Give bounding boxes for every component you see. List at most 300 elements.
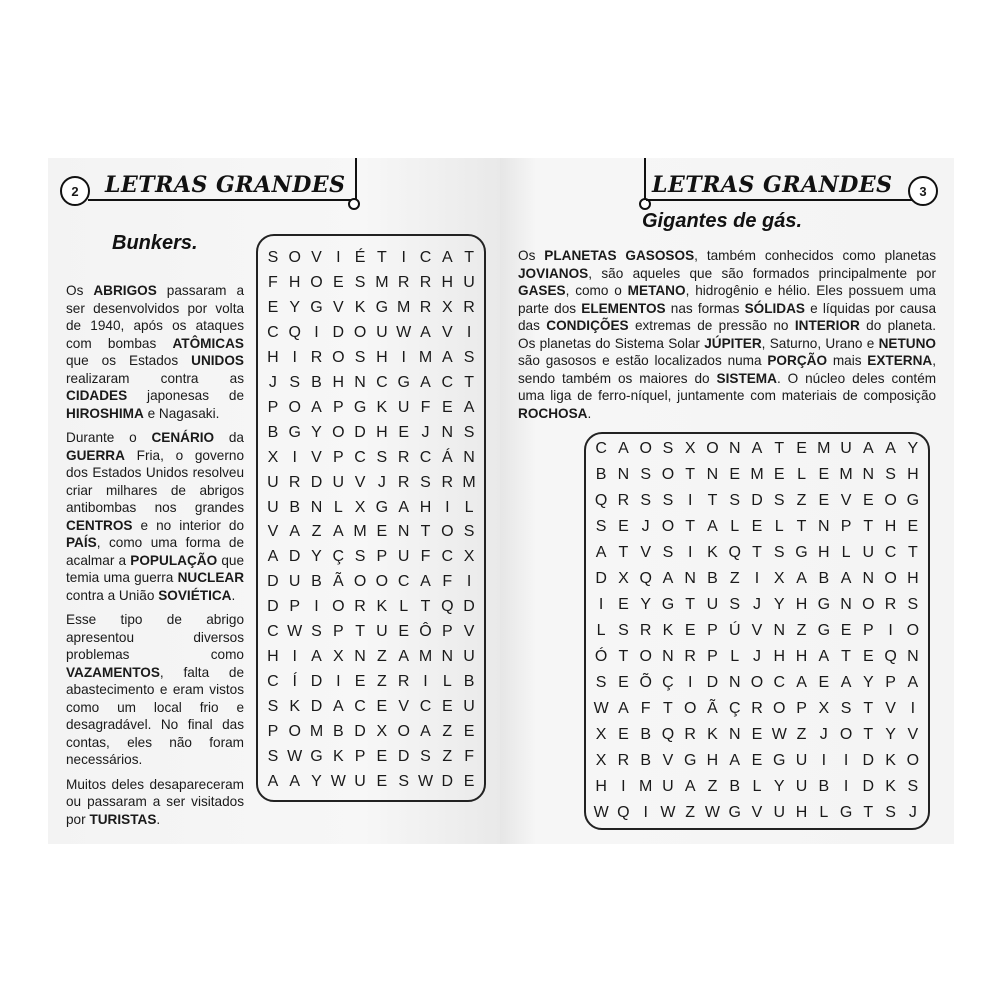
grid-letter: I <box>314 598 319 616</box>
grid-letter: K <box>662 622 674 639</box>
grid-letter: Á <box>441 448 453 466</box>
grid-letter: O <box>906 752 920 769</box>
grid-letter: B <box>311 573 322 591</box>
grid-letter: Z <box>442 747 453 765</box>
grid-letter: E <box>751 752 763 769</box>
grid-letter: H <box>332 373 345 391</box>
grid-letter: U <box>332 473 345 491</box>
grid-letter: I <box>292 349 297 367</box>
grid-letter: B <box>267 423 279 441</box>
grid-letter: A <box>398 647 410 665</box>
grid-letter: Z <box>311 523 322 541</box>
word-search-grid-left <box>262 246 480 794</box>
grid-letter: S <box>640 466 651 483</box>
grid-letter: E <box>376 772 388 790</box>
grid-letter: T <box>774 440 785 457</box>
grid-letter: D <box>267 573 279 591</box>
grid-letter: A <box>289 772 301 790</box>
grid-letter: R <box>397 274 410 292</box>
grid-letter: S <box>463 523 475 541</box>
grid-letter: W <box>704 804 721 821</box>
grid-letter: K <box>354 299 366 317</box>
grid-letter: G <box>375 498 389 516</box>
header-rule-right <box>646 199 914 201</box>
grid-letter: O <box>884 492 897 509</box>
grid-letter: L <box>730 648 740 665</box>
grid-letter: S <box>463 423 475 441</box>
grid-letter: E <box>907 518 919 535</box>
grid-letter: E <box>463 772 475 790</box>
grid-letter: T <box>355 623 365 641</box>
grid-letter: P <box>332 448 344 466</box>
grid-letter: C <box>441 373 454 391</box>
grid-letter: I <box>754 570 760 587</box>
grid-letter: S <box>354 349 366 367</box>
grid-letter: S <box>267 747 279 765</box>
grid-letter: N <box>441 423 454 441</box>
grid-letter: D <box>595 570 607 587</box>
grid-letter: I <box>888 622 893 639</box>
grid-letter: V <box>885 700 896 717</box>
grid-letter: O <box>441 523 454 541</box>
grid-letter: Q <box>639 570 652 587</box>
grid-letter: D <box>463 598 475 616</box>
grid-letter: S <box>398 772 410 790</box>
grid-letter: M <box>639 778 653 795</box>
grid-letter: H <box>795 648 808 665</box>
grid-letter: A <box>332 697 344 715</box>
grid-letter: R <box>419 299 432 317</box>
page-number-right: 3 <box>908 176 938 206</box>
grid-letter: X <box>618 570 629 587</box>
grid-letter: I <box>821 752 827 769</box>
grid-letter: A <box>420 722 431 740</box>
grid-letter: Z <box>707 778 718 795</box>
grid-letter: T <box>841 648 851 665</box>
grid-letter: E <box>398 623 410 641</box>
grid-letter: G <box>683 752 697 769</box>
grid-letter: S <box>289 373 301 391</box>
grid-letter: I <box>687 492 693 509</box>
grid-letter: Q <box>884 648 897 665</box>
grid-letter: S <box>420 747 431 765</box>
grid-letter: N <box>397 523 410 541</box>
grid-letter: G <box>661 596 675 613</box>
grid-letter: Ç <box>332 548 345 566</box>
grid-letter: I <box>445 498 450 516</box>
grid-letter: A <box>840 570 852 587</box>
grid-letter: V <box>751 804 763 821</box>
grid-letter: M <box>397 299 411 317</box>
grid-letter: S <box>463 349 475 367</box>
grid-letter: K <box>289 697 301 715</box>
grid-letter: F <box>640 700 651 717</box>
grid-letter: U <box>267 473 279 491</box>
grid-letter: I <box>292 647 297 665</box>
grid-letter: S <box>773 544 785 561</box>
grid-letter: T <box>420 523 431 541</box>
grid-letter: I <box>423 672 428 690</box>
grid-letter: U <box>795 752 808 769</box>
grid-letter: G <box>817 596 831 613</box>
grid-letter: A <box>398 498 410 516</box>
grid-letter: M <box>375 274 389 292</box>
grid-letter: S <box>595 674 607 691</box>
grid-letter: B <box>640 752 651 769</box>
grid-letter: H <box>267 349 279 367</box>
grid-letter: E <box>441 697 453 715</box>
grid-letter: D <box>354 722 366 740</box>
grid-letter: Õ <box>639 674 652 691</box>
header-ring-left <box>348 198 360 210</box>
grid-letter: L <box>596 622 606 639</box>
grid-letter: G <box>397 373 410 391</box>
right-article <box>518 247 936 422</box>
grid-letter: U <box>288 573 301 591</box>
grid-letter: O <box>773 700 786 717</box>
grid-letter: G <box>310 299 323 317</box>
grid-letter: C <box>376 373 388 391</box>
grid-letter: G <box>310 747 323 765</box>
grid-letter: C <box>354 448 366 466</box>
header-title-right: LETRAS GRANDES <box>652 172 893 198</box>
grid-letter: T <box>907 544 918 561</box>
header-divider-left <box>355 158 357 200</box>
grid-letter: H <box>267 647 279 665</box>
grid-letter: J <box>377 473 386 491</box>
grid-letter: T <box>464 249 474 267</box>
grid-letter: U <box>463 697 475 715</box>
grid-letter: B <box>729 778 741 795</box>
grid-letter: V <box>332 299 344 317</box>
grid-letter: V <box>354 473 366 491</box>
grid-letter: F <box>442 573 453 591</box>
left-paragraph: Muitos deles desapareceram ou passaram a ser visitados por TURISTAS. <box>66 776 245 827</box>
grid-letter: S <box>729 492 741 509</box>
grid-letter: N <box>862 466 875 483</box>
grid-letter: U <box>706 596 719 613</box>
grid-letter: Z <box>796 492 807 509</box>
grid-letter: H <box>441 274 454 292</box>
grid-letter: H <box>419 498 432 516</box>
grid-letter: C <box>267 623 279 641</box>
grid-letter: M <box>418 647 433 665</box>
grid-letter: I <box>401 349 406 367</box>
grid-letter: H <box>773 648 786 665</box>
grid-letter: U <box>862 544 875 561</box>
grid-letter: K <box>332 747 344 765</box>
grid-letter: H <box>884 518 897 535</box>
grid-letter: P <box>885 674 896 691</box>
grid-letter: E <box>773 466 785 483</box>
grid-letter: M <box>462 473 476 491</box>
grid-letter: M <box>309 722 324 740</box>
grid-letter: Q <box>661 726 675 743</box>
grid-letter: W <box>287 623 303 641</box>
grid-letter: S <box>662 544 674 561</box>
grid-letter: C <box>267 672 279 690</box>
grid-letter: T <box>863 700 874 717</box>
grid-letter: E <box>862 492 874 509</box>
grid-letter: E <box>729 466 741 483</box>
grid-letter: R <box>354 598 366 616</box>
grid-letter: M <box>353 523 367 541</box>
grid-letter: N <box>617 466 630 483</box>
grid-letter: E <box>684 622 696 639</box>
grid-letter: S <box>618 622 629 639</box>
grid-letter: D <box>310 697 323 715</box>
grid-letter: B <box>289 498 301 516</box>
grid-letter: A <box>618 700 629 717</box>
grid-letter: H <box>907 466 919 483</box>
grid-letter: U <box>397 398 410 416</box>
grid-letter: T <box>618 648 629 665</box>
grid-letter: Y <box>773 596 785 613</box>
grid-letter: S <box>267 249 279 267</box>
grid-letter: S <box>376 448 388 466</box>
grid-letter: X <box>595 752 607 769</box>
grid-letter: E <box>840 622 852 639</box>
grid-letter: D <box>441 772 454 790</box>
grid-letter: E <box>862 648 874 665</box>
grid-letter: R <box>751 700 763 717</box>
grid-letter: N <box>441 647 454 665</box>
grid-letter: T <box>685 466 696 483</box>
grid-letter: E <box>376 523 388 541</box>
grid-letter: R <box>684 726 696 743</box>
grid-letter: E <box>376 747 388 765</box>
grid-letter: P <box>267 398 279 416</box>
grid-letter: E <box>463 722 475 740</box>
grid-letter: N <box>684 570 696 587</box>
grid-letter: U <box>773 804 786 821</box>
grid-letter: G <box>728 804 741 821</box>
grid-letter: G <box>906 492 920 509</box>
grid-letter: I <box>621 778 626 795</box>
grid-letter: A <box>463 398 475 416</box>
grid-letter: X <box>463 548 475 566</box>
grid-letter: C <box>441 548 454 566</box>
grid-letter: E <box>376 697 388 715</box>
grid-letter: O <box>332 598 345 616</box>
grid-letter: Z <box>796 622 807 639</box>
grid-letter: T <box>863 726 874 743</box>
grid-letter: S <box>885 804 896 821</box>
grid-letter: A <box>684 778 696 795</box>
grid-letter: T <box>685 518 696 535</box>
grid-letter: A <box>420 324 431 342</box>
grid-letter: R <box>397 448 410 466</box>
grid-letter: U <box>397 548 410 566</box>
grid-letter: G <box>288 423 301 441</box>
grid-letter: R <box>288 473 301 491</box>
grid-letter: C <box>354 697 366 715</box>
grid-letter: R <box>419 274 432 292</box>
grid-letter: Z <box>729 570 740 587</box>
grid-letter: N <box>728 726 741 743</box>
grid-letter: K <box>885 778 896 795</box>
grid-letter: N <box>463 448 475 466</box>
grid-letter: A <box>796 570 807 587</box>
grid-letter: J <box>819 726 828 743</box>
grid-letter: X <box>441 299 453 317</box>
grid-letter: A <box>907 674 919 691</box>
grid-letter: S <box>267 697 279 715</box>
grid-letter: R <box>617 752 630 769</box>
grid-letter: T <box>863 518 874 535</box>
grid-letter: P <box>267 722 279 740</box>
grid-letter: O <box>683 700 697 717</box>
grid-letter: Ç <box>728 700 741 717</box>
grid-letter: Y <box>773 778 785 795</box>
grid-letter: A <box>420 573 431 591</box>
grid-letter: A <box>707 518 718 535</box>
grid-letter: H <box>376 423 388 441</box>
grid-letter: U <box>376 324 388 342</box>
grid-letter: Í <box>292 672 297 690</box>
grid-letter: T <box>796 518 807 535</box>
grid-letter: B <box>463 672 475 690</box>
grid-letter: Q <box>594 492 608 509</box>
grid-letter: E <box>818 674 830 691</box>
grid-letter: N <box>728 674 741 691</box>
grid-letter: A <box>818 648 830 665</box>
grid-letter: C <box>267 324 279 342</box>
grid-letter: D <box>862 778 875 795</box>
grid-letter: Q <box>288 324 301 342</box>
grid-letter: X <box>267 448 279 466</box>
grid-letter: Y <box>311 548 322 566</box>
grid-letter: I <box>843 752 849 769</box>
grid-letter: E <box>818 492 830 509</box>
grid-letter: O <box>353 324 367 342</box>
grid-letter: C <box>773 674 786 691</box>
grid-letter: D <box>288 548 301 566</box>
grid-letter: D <box>267 598 279 616</box>
grid-letter: F <box>420 398 431 416</box>
grid-letter: S <box>420 473 431 491</box>
grid-letter: K <box>707 726 718 743</box>
grid-letter: C <box>595 440 607 457</box>
grid-letter: P <box>441 623 453 641</box>
grid-letter: E <box>796 440 807 457</box>
grid-letter: V <box>840 492 852 509</box>
grid-letter: Ã <box>332 573 344 591</box>
grid-letter: E <box>618 596 629 613</box>
grid-letter: V <box>463 623 475 641</box>
grid-letter: W <box>396 324 412 342</box>
left-paragraph: Os ABRIGOS passaram a ser desenvolvidos por volta de 1940, após os ataques com bombas ATÔMICAS que os Estados UNIDOS realizaram contra as CIDADES japonesas de HIROSHIMA e Nagasaki. <box>66 283 245 421</box>
grid-letter: C <box>419 697 432 715</box>
grid-letter: D <box>310 473 323 491</box>
grid-letter: S <box>773 492 785 509</box>
grid-letter: I <box>687 544 693 561</box>
header-divider-right <box>644 158 646 200</box>
grid-letter: J <box>908 804 917 821</box>
grid-letter: U <box>376 623 388 641</box>
grid-letter: T <box>377 249 387 267</box>
grid-letter: E <box>618 674 629 691</box>
grid-letter: E <box>751 726 763 743</box>
grid-letter: D <box>310 672 323 690</box>
grid-letter: F <box>464 747 474 765</box>
grid-letter: A <box>441 349 453 367</box>
grid-letter: M <box>817 440 831 457</box>
grid-letter: J <box>421 423 430 441</box>
grid-letter: Y <box>885 726 896 743</box>
grid-letter: V <box>267 523 279 541</box>
grid-letter: T <box>863 804 874 821</box>
grid-letter: O <box>332 423 345 441</box>
grid-letter: B <box>818 778 830 795</box>
grid-letter: V <box>907 726 919 743</box>
grid-letter: P <box>707 648 718 665</box>
grid-letter: Z <box>377 647 387 665</box>
grid-letter: O <box>906 622 920 639</box>
grid-letter: N <box>662 648 674 665</box>
grid-letter: Ó <box>594 648 608 665</box>
grid-letter: B <box>818 570 830 587</box>
grid-letter: F <box>420 548 431 566</box>
grid-letter: O <box>839 726 853 743</box>
grid-letter: L <box>464 498 474 516</box>
grid-letter: U <box>463 274 475 292</box>
grid-letter: A <box>267 772 279 790</box>
grid-letter: O <box>661 518 675 535</box>
grid-letter: T <box>663 700 673 717</box>
grid-letter: G <box>375 299 389 317</box>
grid-letter: Ô <box>419 623 432 641</box>
grid-letter: H <box>795 596 808 613</box>
grid-letter: N <box>728 440 741 457</box>
grid-letter: S <box>907 596 919 613</box>
grid-letter: T <box>707 492 718 509</box>
grid-letter: E <box>618 726 629 743</box>
grid-letter: P <box>289 598 301 616</box>
grid-letter: Q <box>617 804 630 821</box>
grid-letter: É <box>354 249 366 267</box>
grid-letter: V <box>398 697 410 715</box>
grid-letter: N <box>706 466 719 483</box>
grid-letter: S <box>354 274 366 292</box>
grid-letter: B <box>332 722 344 740</box>
grid-letter: T <box>752 544 762 561</box>
grid-letter: H <box>288 274 301 292</box>
grid-letter: Z <box>442 722 453 740</box>
grid-letter: A <box>420 373 431 391</box>
grid-letter: A <box>751 440 763 457</box>
grid-letter: P <box>332 623 344 641</box>
left-paragraph: Esse tipo de abrigo apresentou diversos problemas como VAZAMENTOS, falta de abastecimento e eram vistos como um local frio e desagradável. No final das contas, eles não foram necessários. <box>66 612 245 767</box>
grid-letter: O <box>750 674 764 691</box>
grid-letter: A <box>885 440 896 457</box>
grid-letter: X <box>684 440 696 457</box>
grid-letter: V <box>311 249 322 267</box>
grid-letter: P <box>796 700 807 717</box>
grid-letter: D <box>332 324 345 342</box>
grid-letter: T <box>618 544 629 561</box>
grid-letter: N <box>840 596 852 613</box>
grid-letter: M <box>839 466 853 483</box>
grid-letter: P <box>354 747 366 765</box>
grid-letter: A <box>289 523 301 541</box>
grid-letter: G <box>817 622 831 639</box>
grid-letter: V <box>751 622 763 639</box>
grid-letter: K <box>376 598 388 616</box>
right-paragraph: Os PLANETAS GASOSOS, também conhecidos como planetas JOVIANOS, são aqueles que são formados principalmente por GASES, como o METANO, hidrogênio e hélio. Eles possuem uma parte dos ELEMENTOS nas formas SÓLIDAS e líquidas por causa das CONDIÇÕES extremas de pressão no INTERIOR do planeta. Os planetas do Sistema Solar JÚPITER, Saturno, Urano e NETUNO são gasosos e estão localizados numa PORÇÃO mais EXTERNA, sendo também os maiores do SISTEMA. O núcleo deles contém uma liga de ferro-níquel, juntamente com materiais de composição ROCHOSA. <box>518 248 937 421</box>
grid-letter: O <box>310 274 323 292</box>
grid-letter: W <box>417 772 434 790</box>
